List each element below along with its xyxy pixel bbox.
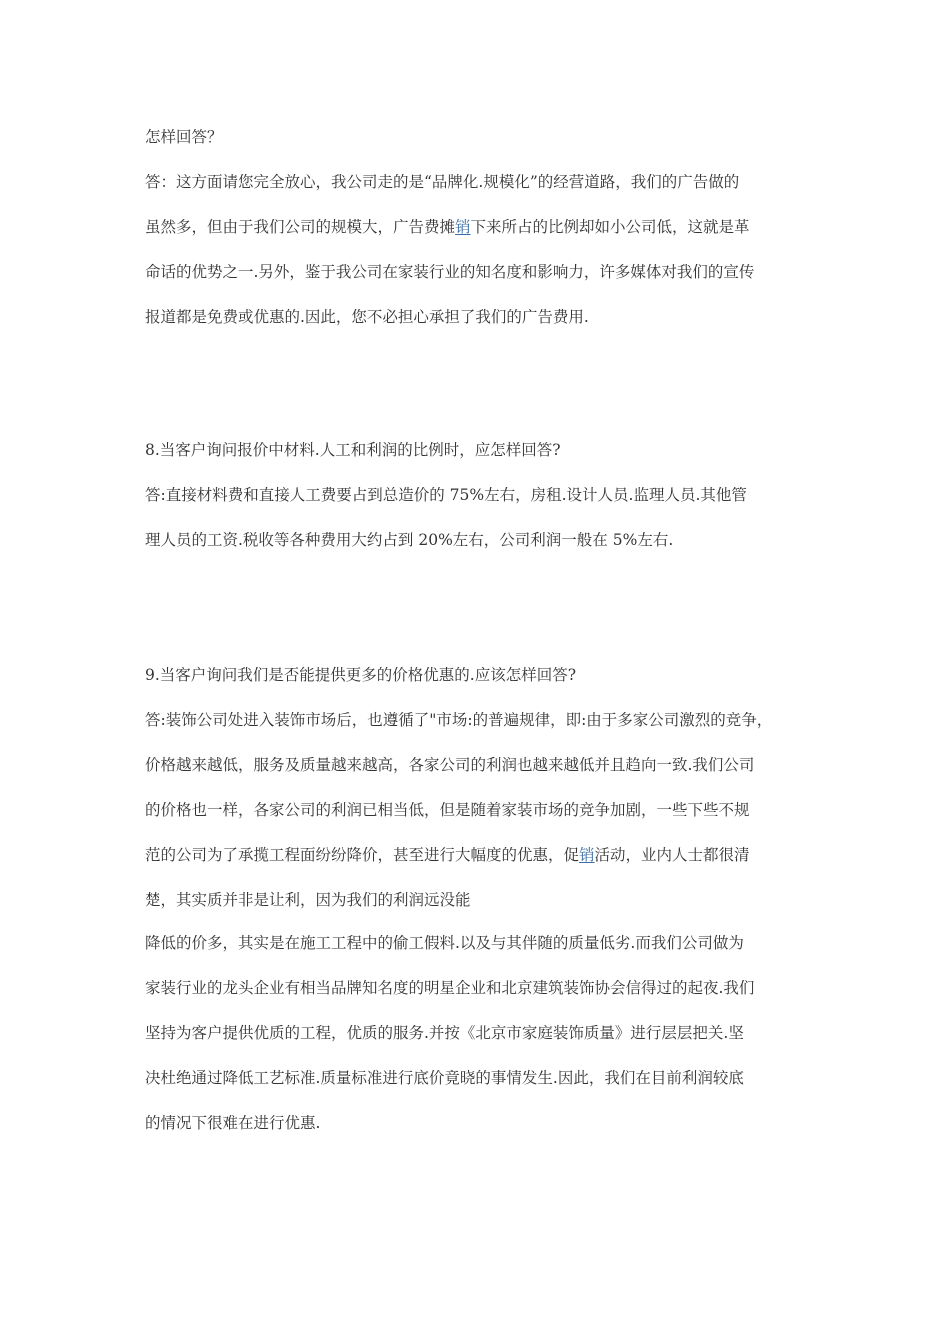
- section9-answer-line: 坚持为客户提供优质的工程，优质的服务.并按《北京市家庭装饰质量》进行层层把关.坚: [145, 1024, 744, 1042]
- section8-answer-line: 理人员的工资.税收等各种费用大约占到 20%左右，公司利润一般在 5%左右.: [145, 531, 674, 549]
- text-run: 虽然多，但由于我们公司的规模大，广告费摊: [145, 218, 456, 236]
- section7-answer-line: 答：这方面请您完全放心，我公司走的是“品牌化.规模化”的经营道路，我们的广告做的: [145, 173, 740, 191]
- hyperlink-xiao[interactable]: 销: [579, 846, 595, 864]
- section7-line: 怎样回答？: [145, 128, 223, 146]
- section7-answer-line: [145, 216, 750, 238]
- text-run: 活动，业内人士都很清: [594, 846, 750, 864]
- section9-answer-line: 降低的价多，其实是在施工工程中的偷工假料.以及与其伴随的质量低劣.而我们公司做为: [145, 934, 744, 952]
- section9-answer-line: 的情况下很难在进行优惠.: [145, 1114, 321, 1132]
- section8-question: 8.当客户询问报价中材料.人工和利润的比例时，应怎样回答?: [145, 441, 561, 459]
- section9-question: 9.当客户询问我们是否能提供更多的价格优惠的.应该怎样回答?: [145, 666, 577, 684]
- section9-answer-line: 家装行业的龙头企业有相当品牌知名度的明星企业和北京建筑装饰协会信得过的起夜.我们: [145, 979, 755, 997]
- hyperlink-xiao[interactable]: 销: [455, 218, 471, 236]
- section9-answer-line: 楚，其实质并非是让利，因为我们的利润远没能: [145, 891, 471, 909]
- section8-answer-line: 答:直接材料费和直接人工费要占到总造价的 75%左右，房租.设计人员.监理人员.其他管: [145, 486, 747, 504]
- section9-answer-line: 的价格也一样，各家公司的利润已相当低，但是随着家装市场的竞争加剧，一些下些不规: [145, 801, 750, 819]
- section9-answer-line: 决杜绝通过降低工艺标准.质量标准进行底价竟晓的事情发生.因此，我们在目前利润较底: [145, 1069, 744, 1087]
- text-run: 下来所占的比例却如小公司低，这就是革: [470, 218, 750, 236]
- text-run: 范的公司为了承揽工程面纷纷降价，甚至进行大幅度的优惠，促: [145, 846, 580, 864]
- section9-answer-line: [145, 844, 750, 866]
- section9-answer-line: 答:装饰公司处进入装饰市场后，也遵循了"市场:的普遍规律，即:由于多家公司激烈的竞争，: [145, 711, 773, 729]
- section7-answer-line: 报道都是免费或优惠的.因此，您不必担心承担了我们的广告费用.: [145, 308, 589, 326]
- section9-answer-line: 价格越来越低，服务及质量越来越高，各家公司的利润也越来越低并且趋向一致.我们公司: [145, 756, 755, 774]
- section7-answer-line: 命话的优势之一.另外，鉴于我公司在家装行业的知名度和影响力，许多媒体对我们的宣传: [145, 263, 755, 281]
